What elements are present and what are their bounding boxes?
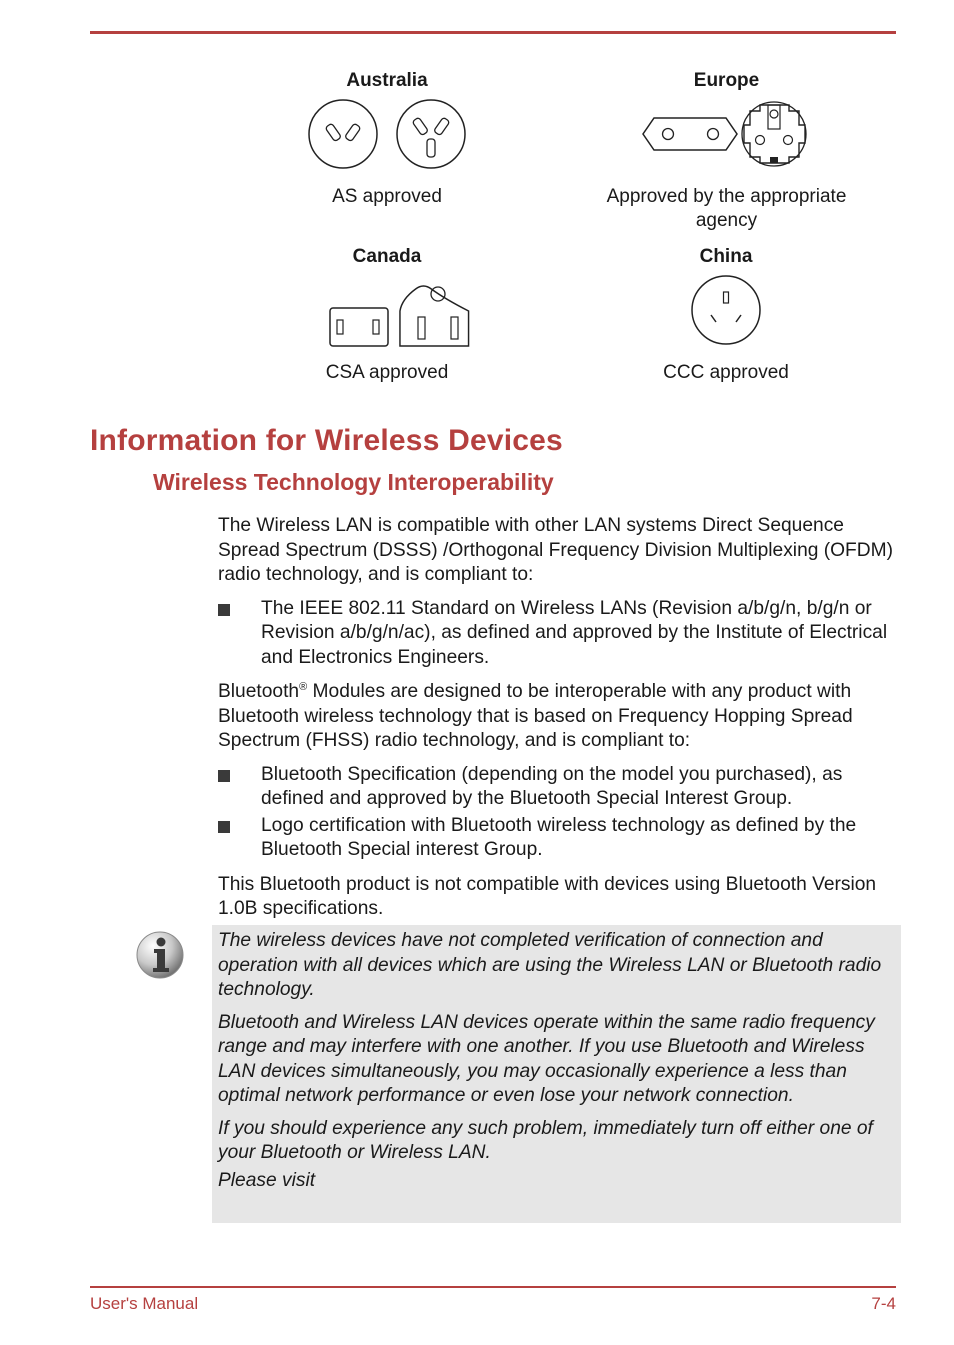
plug-label-europe: Europe <box>693 70 760 91</box>
note-paragraph: Bluetooth and Wireless LAN devices operate within the same radio frequency range and may interfere with one another. If you use Bluetooth and Wireless LAN devices simultaneously, you may occasionally experience a less than optimal network performance or even lose your network connection. <box>218 1011 875 1106</box>
paragraph-wireless-lan: The Wireless LAN is compatible with other LAN systems Direct Sequence Spread Spectrum (DSSS) /Orthogonal Frequency Division Multiplexing (OFDM) radio technology, and is compliant to: <box>218 515 894 585</box>
info-icon <box>136 930 186 980</box>
list-item <box>218 814 898 863</box>
canada-plug-icon <box>302 273 472 349</box>
bullet-list-bluetooth <box>218 763 898 863</box>
bullet-square-icon <box>218 821 230 833</box>
plug-label-china: China <box>699 246 753 267</box>
page-number: 7-4 <box>871 1294 896 1313</box>
plug-china <box>626 245 826 385</box>
note-paragraph: The wireless devices have not completed verification of connection and operation with all devices which are using the Wireless LAN or Bluetooth radio technology. <box>218 930 882 1000</box>
list-item <box>218 763 898 812</box>
note-paragraph: If you should experience any such problem, immediately turn off either one of your Bluetooth or Wireless LAN. <box>218 1117 873 1163</box>
plug-caption-china: CCC approved <box>663 362 789 383</box>
list-item-text: Bluetooth Specification (depending on the model you purchased), as defined and approved by the Bluetooth Special Interest Group. <box>261 763 843 809</box>
paragraph-bluetooth-rest: Modules are designed to be interoperable with any product with Bluetooth wireless technology that is based on Frequency Hopping Spread Spectrum (FHSS) radio technology, and is compliant to: <box>218 681 853 751</box>
paragraph-bluetooth-lead: Bluetooth <box>218 681 300 702</box>
plug-caption-europe-line2: agency <box>695 210 758 231</box>
registered-mark: ® <box>299 681 308 693</box>
bottom-rule <box>90 1286 896 1288</box>
note-paragraph: Please visit <box>218 1169 316 1191</box>
note-text <box>218 929 898 1201</box>
bullet-square-icon <box>218 604 230 616</box>
paragraph-bluetooth <box>218 680 898 754</box>
bullet-square-icon <box>218 770 230 782</box>
list-item <box>218 597 898 671</box>
section-subtitle: Wireless Technology Interoperability <box>153 469 554 495</box>
paragraph-compatibility: This Bluetooth product is not compatible with devices using Bluetooth Version 1.0B specifications. <box>218 873 877 919</box>
plug-europe <box>591 69 862 233</box>
list-item-text: The IEEE 802.11 Standard on Wireless LANs (Revision a/b/g/n, b/g/n or Revision a/b/g/n/ac), as defined and approved by the Institute of Electrical and Electronics Engineers. <box>261 597 888 668</box>
plug-caption-canada: CSA approved <box>325 362 449 383</box>
china-plug-icon <box>641 273 811 349</box>
plug-canada <box>287 245 487 385</box>
europe-plug-icon <box>637 97 817 173</box>
top-rule <box>90 31 896 34</box>
plug-caption-europe-line1: Approved by the appropriate <box>606 186 847 207</box>
australia-plug-icon <box>302 97 472 173</box>
bullet-list-wireless-lan <box>218 597 898 671</box>
plug-caption-australia: AS approved <box>332 186 442 207</box>
plug-label-canada: Canada <box>352 246 422 267</box>
plug-australia <box>287 69 487 209</box>
plug-caption-europe <box>591 185 862 233</box>
plug-label-australia: Australia <box>346 70 428 91</box>
main-body <box>218 514 898 931</box>
footer-title: User's Manual <box>90 1294 199 1313</box>
page-title: Information for Wireless Devices <box>90 424 563 457</box>
list-item-text: Logo certification with Bluetooth wireless technology as defined by the Bluetooth Special interest Group. <box>261 814 857 860</box>
